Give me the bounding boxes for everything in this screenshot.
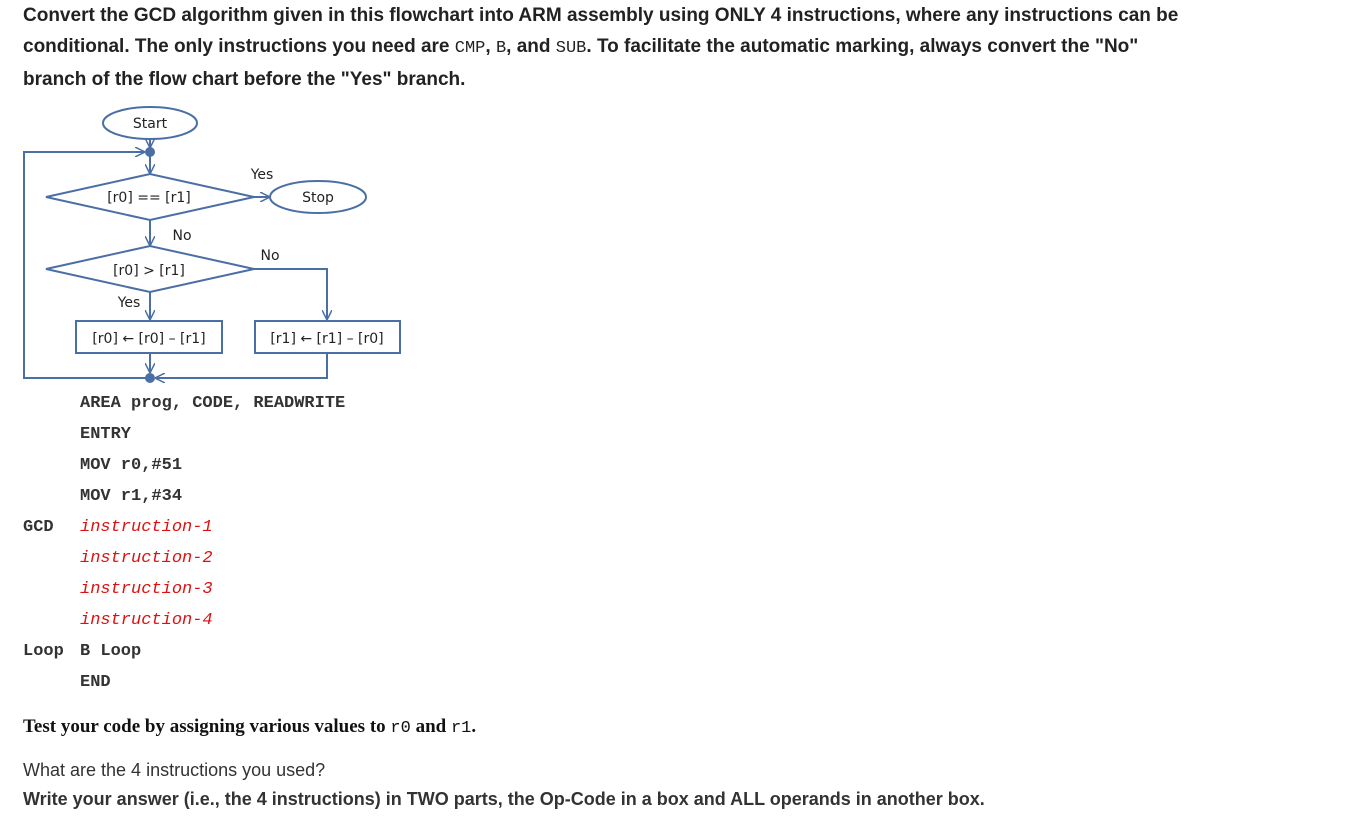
question-intro <box>23 0 1323 95</box>
junction-dot-bottom <box>146 374 154 382</box>
no-label-1: No <box>172 228 192 244</box>
sub-code: SUB <box>555 39 587 58</box>
cmp-code: CMP <box>454 39 486 58</box>
instruction-2: instruction-2 <box>80 549 213 568</box>
r1-code: r1 <box>450 719 472 738</box>
code-b-loop: B Loop <box>80 642 142 661</box>
code-area: AREA prog, CODE, READWRITE <box>80 394 346 413</box>
yes-label-1: Yes <box>250 167 274 183</box>
loop-label: Loop <box>23 642 64 661</box>
test-instruction <box>23 716 476 738</box>
test-text: . <box>471 716 477 737</box>
test-text: Test your code by assigning various values to <box>23 716 391 737</box>
code-mov-r1: MOV r1,#34 <box>80 487 183 506</box>
intro-sep: , <box>485 36 496 57</box>
cond-greater-label: [r0] > [r1] <box>113 263 185 279</box>
instruction-1: instruction-1 <box>80 518 213 537</box>
intro-line-2 <box>23 31 1323 64</box>
instruction-4: instruction-4 <box>80 611 213 630</box>
intro-text: . To facilitate the automatic marking, always convert the "No" <box>586 36 1139 57</box>
code-mov-r0: MOV r0,#51 <box>80 456 183 475</box>
start-label: Start <box>132 116 168 132</box>
cond-equal-label: [r0] == [r1] <box>107 190 191 206</box>
code-entry: ENTRY <box>80 425 132 444</box>
stop-label: Stop <box>302 190 334 206</box>
box-right-label: [r1] ← [r1] – [r0] <box>270 331 384 347</box>
question-line-2: Write your answer (i.e., the 4 instructions) in TWO parts, the Op-Code in a box and ALL operands in another box. <box>23 789 985 809</box>
test-text: and <box>410 716 451 737</box>
instruction-3: instruction-3 <box>80 580 213 599</box>
code-end: END <box>80 673 111 692</box>
yes-label-2: Yes <box>117 295 141 311</box>
intro-line-3: branch of the flow chart before the "Yes" branch. <box>23 69 466 90</box>
gcd-label: GCD <box>23 518 54 537</box>
b-code: B <box>495 39 507 58</box>
box-left-label: [r0] ← [r0] – [r1] <box>92 331 206 347</box>
gcd-flowchart <box>0 100 420 390</box>
intro-text: conditional. The only instructions you need are <box>23 36 455 57</box>
no-label-2: No <box>260 248 280 264</box>
junction-dot-top <box>146 148 154 156</box>
intro-sep: , and <box>506 36 556 57</box>
intro-line-1: Convert the GCD algorithm given in this flowchart into ARM assembly using ONLY 4 instructions, where any instructions can be <box>23 5 1179 26</box>
question-line-1: What are the 4 instructions you used? <box>23 760 326 780</box>
r0-code: r0 <box>390 719 411 738</box>
